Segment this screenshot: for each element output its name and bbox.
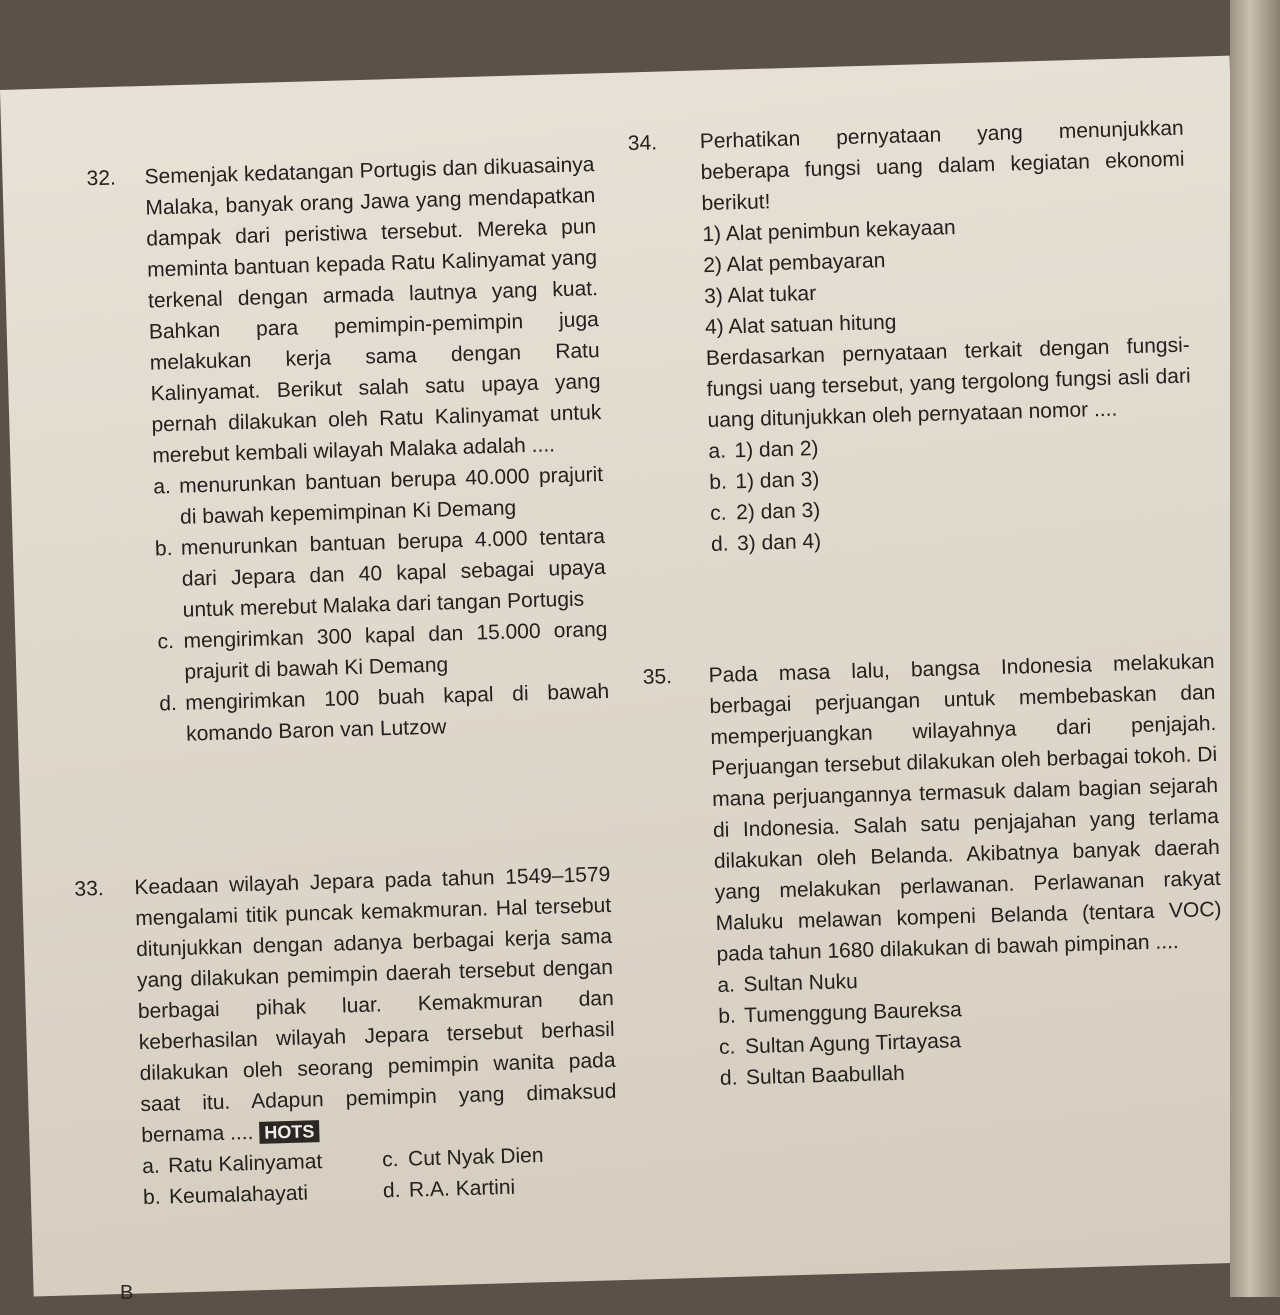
option-a[interactable]: a. 1) dan 2): [708, 436, 819, 464]
option-a[interactable]: a. Ratu Kalinyamat: [141, 1150, 323, 1179]
statement-1: 1) Alat penimbun kekayaan: [702, 216, 956, 247]
question-33: [74, 859, 617, 1210]
option-d[interactable]: d. Sultan Baabullah: [719, 1061, 906, 1090]
option-d[interactable]: d. mengirimkan 100 buah kapal di bawah komando Baron van Lutzow: [158, 679, 610, 746]
option-c[interactable]: c. Cut Nyak Dien: [381, 1143, 544, 1172]
option-b[interactable]: b. 1) dan 3): [709, 467, 820, 494]
option-d[interactable]: d. R.A. Kartini: [382, 1175, 516, 1203]
question-35: [642, 646, 1222, 1090]
cut-off-text-fragment: B: [120, 1282, 134, 1304]
option-b[interactable]: b. Tumenggung Baureksa: [717, 998, 963, 1028]
question-intro: Perhatikan pernyataan yang menunjukkan beberapa fungsi uang dalam kegiatan ekonomi berikut!: [699, 116, 1185, 216]
question-34: [627, 113, 1191, 556]
question-number: 34.: [627, 131, 658, 156]
option-d[interactable]: d. 3) dan 4): [710, 529, 822, 556]
option-c[interactable]: c. mengirimkan 300 kapal dan 15.000 orang prajurit di bawah Ki Demang: [157, 617, 608, 684]
question-text: Berdasarkan pernyataan terkait dengan fungsi-fungsi uang tersebut, yang tergolong fungsi asli dari uang ditunjukkan oleh pernyataan nomor ....: [705, 333, 1191, 433]
statement-2: 2) Alat pembayaran: [702, 249, 886, 278]
option-a[interactable]: a. menurunkan bantuan berupa 40.000 prajurit di bawah kepemimpinan Ki Demang: [152, 462, 604, 529]
option-c[interactable]: c. 2) dan 3): [709, 498, 821, 525]
question-text: Keadaan wilayah Jepara pada tahun 1549–1579 mengalami titik puncak kemakmuran. Hal tersebut ditunjukkan dengan adanya berbagai kerja sama yang dilakukan pemimpin daerah tersebut dengan berbagai pihak luar. Kemakmuran dan keberhasilan wilayah Jepara tersebut berhasil dilakukan oleh seorang pemimpin wanita pada saat itu. Adapun pemimpin yang dimaksud bernama .... HOTS: [134, 862, 617, 1148]
question-text: Pada masa lalu, bangsa Indonesia melakukan berbagai perjuangan untuk membebaskan dan memperjuangkan wilayahnya dari penjajah. Perjuangan tersebut dilakukan oleh berbagai tokoh. Di mana perjuangannya termasuk dalam bagian sejarah di Indonesia. Salah satu penjajahan yang terlama dilakukan oleh Belanda. Akibatnya banyak daerah yang melakukan perlawanan. Perlawanan rakyat Maluku melawan kompeni Belanda (tentara VOC) pada tahun 1680 dilakukan di bawah pimpinan ....: [708, 649, 1222, 966]
option-b[interactable]: b. menurunkan bantuan berupa 4.000 tentara dari Jepara dan 40 kapal sebagai upaya untuk merebut Malaka dari tangan Portugis: [154, 524, 607, 622]
question-number: 33.: [74, 877, 104, 901]
option-a[interactable]: a. Sultan Nuku: [717, 970, 859, 997]
hots-badge: HOTS: [259, 1120, 320, 1144]
statement-4: 4) Alat satuan hitung: [704, 310, 897, 340]
option-b[interactable]: b. Keumalahayati: [142, 1181, 309, 1210]
option-c[interactable]: c. Sultan Agung Tirtayasa: [718, 1029, 962, 1059]
question-number: 35.: [642, 665, 673, 689]
question-32: [86, 149, 610, 746]
question-number: 32.: [86, 166, 117, 191]
statement-3: 3) Alat tukar: [703, 281, 817, 309]
question-text: Semenjak kedatangan Portugis dan dikuasainya Malaka, banyak orang Jawa yang mendapatkan dampak dari peristiwa tersebut. Mereka pun meminta bantuan kepada Ratu Kalinyamat yang terkenal dengan armada lautnya yang kuat. Bahkan para pemimpin-pemimpin juga melakukan kerja sama dengan Ratu Kalinyamat. Berikut salah satu upaya yang pernah dilakukan oleh Ratu Kalinyamat untuk merebut kembali wilayah Malaka adalah ....: [144, 153, 602, 468]
